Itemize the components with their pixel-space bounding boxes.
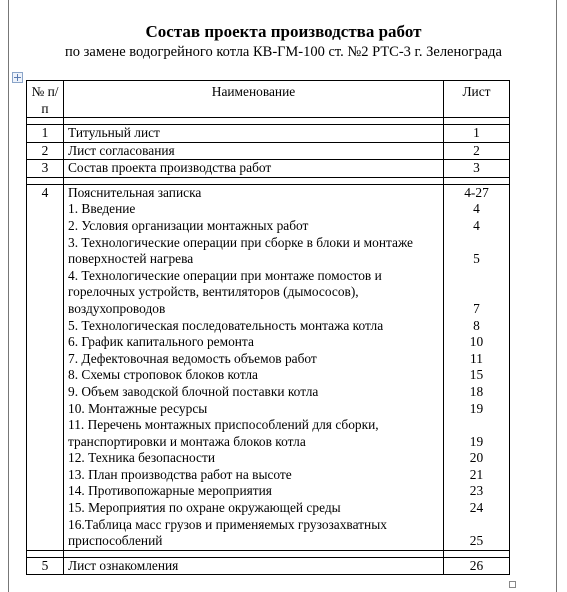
item-sheet: 20 bbox=[469, 450, 484, 466]
row-name: Лист согласования bbox=[64, 142, 444, 160]
row-num: 3 bbox=[27, 160, 64, 178]
table-spacer-row bbox=[27, 550, 510, 557]
row-sheet: 1 bbox=[444, 125, 510, 143]
section-title: Пояснительная записка bbox=[68, 184, 202, 200]
item-sheet: 5 bbox=[473, 251, 480, 267]
item-sheet: 8 bbox=[473, 317, 480, 333]
section-item: 8. Схемы строповок блоков котла bbox=[68, 367, 258, 383]
section-item: 4. Технологические операции при монтаже помостов и горелочных устройств, вентиляторов (дымососов), воздухопроводов bbox=[68, 267, 382, 316]
section-item: 7. Дефектовочная ведомость объемов работ bbox=[68, 350, 317, 366]
row-num: 1 bbox=[27, 125, 64, 143]
table-move-handle-icon[interactable] bbox=[12, 72, 23, 83]
section-item: 14. Противопожарные мероприятия bbox=[68, 483, 272, 499]
section-item: 11. Перечень монтажных приспособлений для сборки, транспортировки и монтажа блоков котла bbox=[68, 417, 379, 449]
section-item: 12. Техника безопасности bbox=[68, 450, 216, 466]
page-edge-left bbox=[8, 0, 9, 592]
page-edge-right bbox=[556, 0, 557, 592]
section-sheet: 4-27 bbox=[464, 184, 489, 200]
item-sheet: 19 bbox=[469, 433, 484, 449]
row-sheet: 3 bbox=[444, 160, 510, 178]
table-spacer-row bbox=[27, 177, 510, 184]
item-sheet: 10 bbox=[469, 334, 484, 350]
section-item: 3. Технологические операции при сборке в блоки и монтаже поверхностей нагрева bbox=[68, 234, 413, 267]
header-num: № п/п bbox=[27, 81, 64, 118]
item-sheet: 25 bbox=[469, 533, 484, 549]
section-item: 6. График капитального ремонта bbox=[68, 334, 254, 350]
table-spacer-row bbox=[27, 118, 510, 125]
item-sheet: 19 bbox=[469, 400, 484, 416]
item-sheet: 23 bbox=[469, 483, 484, 499]
table-row-section-4 bbox=[27, 184, 510, 550]
section-item: 13. План производства работ на высоте bbox=[68, 466, 292, 482]
section-item: 16.Таблица масс грузов и применяемых грузозахватных приспособлений bbox=[68, 516, 387, 549]
table-row bbox=[27, 557, 510, 575]
section-sheet-cell bbox=[444, 184, 510, 550]
header-name: Наименование bbox=[64, 81, 444, 118]
row-sheet: 26 bbox=[444, 557, 510, 575]
section-item: 15. Мероприятия по охране окружающей среды bbox=[68, 500, 341, 516]
section-name-cell bbox=[64, 184, 444, 550]
item-sheet: 15 bbox=[469, 367, 484, 383]
row-num: 5 bbox=[27, 557, 64, 575]
table-row bbox=[27, 125, 510, 143]
row-name: Титульный лист bbox=[64, 125, 444, 143]
row-name: Лист ознакомления bbox=[64, 557, 444, 575]
row-num: 4 bbox=[27, 184, 64, 550]
row-name: Состав проекта производства работ bbox=[64, 160, 444, 178]
table-row bbox=[27, 142, 510, 160]
table-row bbox=[27, 160, 510, 178]
table-resize-handle-icon[interactable] bbox=[509, 581, 516, 588]
section-item: 1. Введение bbox=[68, 201, 136, 217]
item-sheet: 24 bbox=[469, 500, 484, 516]
contents-table bbox=[26, 80, 510, 575]
item-sheet: 4 bbox=[473, 217, 480, 233]
row-sheet: 2 bbox=[444, 142, 510, 160]
document-title: Состав проекта производства работ bbox=[145, 22, 422, 41]
section-item: 10. Монтажные ресурсы bbox=[68, 400, 208, 416]
section-item: 2. Условия организации монтажных работ bbox=[68, 217, 309, 233]
item-sheet: 18 bbox=[469, 383, 484, 399]
section-item: 9. Объем заводской блочной поставки котла bbox=[68, 383, 319, 399]
item-sheet: 11 bbox=[470, 350, 483, 366]
item-sheet: 21 bbox=[469, 466, 484, 482]
row-num: 2 bbox=[27, 142, 64, 160]
item-sheet: 4 bbox=[473, 201, 480, 217]
table-header-row bbox=[27, 81, 510, 118]
section-item: 5. Технологическая последовательность монтажа котла bbox=[68, 317, 384, 333]
header-sheet: Лист bbox=[444, 81, 510, 118]
item-sheet: 7 bbox=[473, 300, 480, 316]
document-subtitle: по замене водогрейного котла КВ-ГМ-100 ст. №2 РТС-3 г. Зеленограда bbox=[65, 44, 502, 60]
